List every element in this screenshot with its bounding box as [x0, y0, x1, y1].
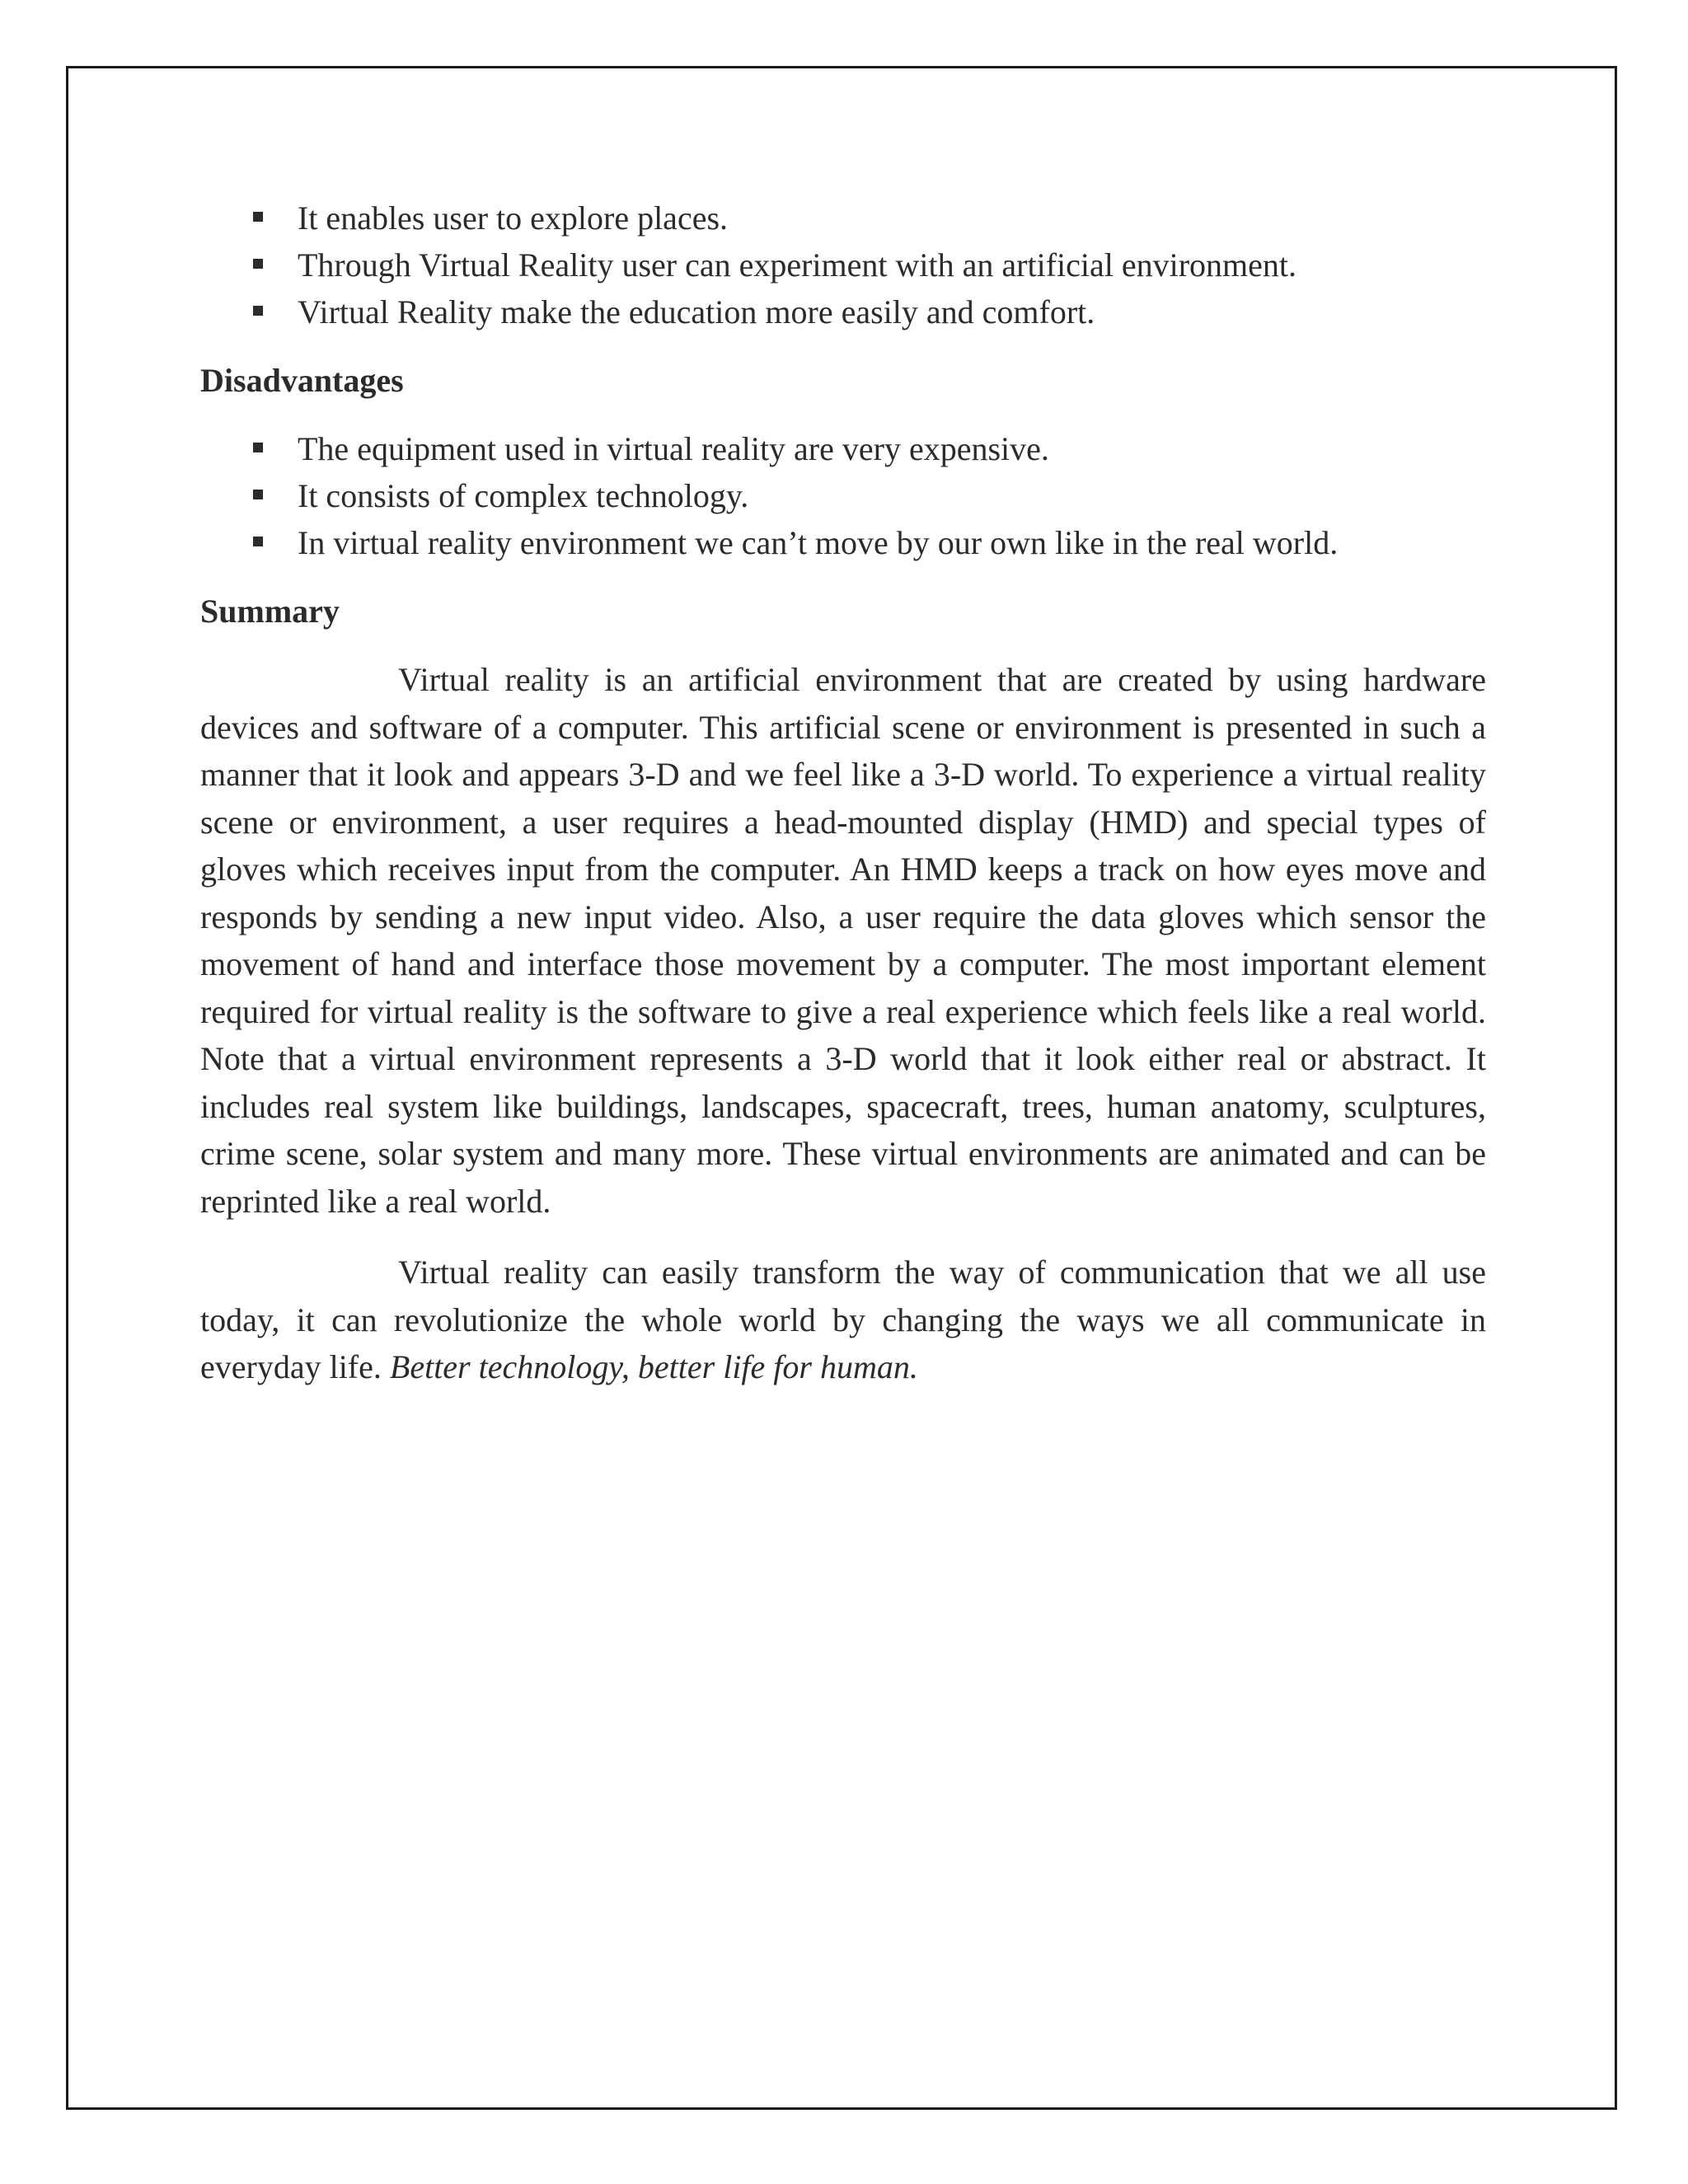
document-body	[200, 194, 1486, 1391]
list-item: In virtual reality environment we can’t move by our own like in the real world.	[200, 519, 1486, 566]
square-bullet-icon	[253, 259, 263, 269]
list-item: It enables user to explore places.	[200, 194, 1486, 241]
closing-statement: Better technology, better life for human.	[389, 1348, 918, 1385]
disadvantages-list	[200, 425, 1486, 566]
square-bullet-icon	[253, 537, 263, 546]
list-item: The equipment used in virtual reality are very expensive.	[200, 425, 1486, 472]
summary-heading: Summary	[200, 593, 340, 630]
disadvantages-heading: Disadvantages	[200, 362, 404, 399]
list-item: Through Virtual Reality user can experiment with an artificial environment.	[200, 241, 1486, 288]
summary-paragraph-2-text: Virtual reality can easily transform the way of communication that we all use today, it can revolutionize the whole world by changing the ways we all communicate in everyday life.	[200, 1254, 1486, 1385]
advantages-list	[200, 194, 1486, 335]
square-bullet-icon	[253, 306, 263, 316]
square-bullet-icon	[253, 443, 263, 452]
list-item: It consists of complex technology.	[200, 472, 1486, 519]
square-bullet-icon	[253, 212, 263, 222]
square-bullet-icon	[253, 490, 263, 499]
list-item: Virtual Reality make the education more easily and comfort.	[200, 288, 1486, 335]
summary-paragraph-1: Virtual reality is an artificial environment that are created by using hardware devices and software of a computer. This artificial scene or environment is presented in such a manner that it look and appears 3-D and we feel like a 3-D world. To experience a virtual reality scene or environment, a user requires a head-mounted display (HMD) and special types of gloves which receives input from the computer. An HMD keeps a track on how eyes move and responds by sending a new input video. Also, a user require the data gloves which sensor the movement of hand and interface those movement by a computer. The most important element required for virtual reality is the software to give a real experience which feels like a real world. Note that a virtual environment represents a 3-D world that it look either real or abstract. It includes real system like buildings, landscapes, spacecraft, trees, human anatomy, sculptures, crime scene, solar system and many more. These virtual environments are animated and can be reprinted like a real world.	[200, 661, 1486, 1220]
summary-paragraph-2	[200, 1249, 1486, 1391]
